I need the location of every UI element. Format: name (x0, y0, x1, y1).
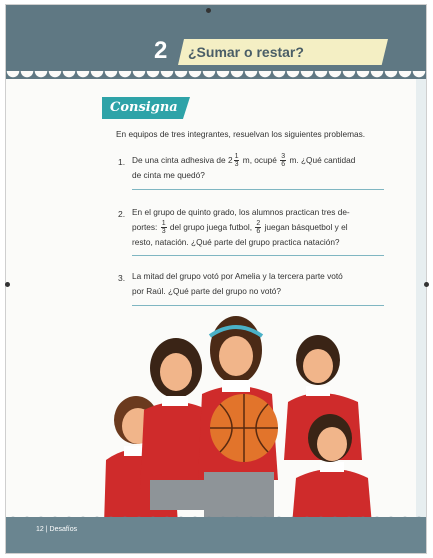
registration-mark-top (206, 8, 211, 13)
basketball (210, 394, 278, 462)
registration-mark-left (5, 282, 10, 287)
book-page (5, 4, 427, 554)
page-footer: 12 | Desafíos (36, 526, 78, 533)
fraction-1-3: $\frac{1}{3}$ (161, 220, 166, 236)
page-edge-strip (416, 5, 426, 553)
answer-line-3 (132, 305, 384, 306)
fraction-2-6: $\frac{2}{6}$ (256, 220, 261, 236)
problem-2-text: En el grupo de quinto grado, los alumnos practican tres de- portes: $\frac{1}{3}$ del grupo juega futbol, $\frac{2}{6}$ juegan básquetbol y el resto, natación. ¿Qué parte del grupo practica natación? (132, 207, 350, 248)
problem-1-text: De una cinta adhesiva de 2 $\frac{1}{3}$ m, ocupé $\frac{3}{6}$ m. ¿Qué cantidad de cinta me quedó? (132, 153, 356, 181)
problem-1-number: 1. (118, 157, 126, 167)
students-basketball-illustration (96, 310, 416, 525)
lesson-title: ¿Sumar o restar? (188, 44, 304, 60)
problem-3-text: La mitad del grupo votó por Amelia y la tercera parte votó por Raúl. ¿Qué parte del grupo no votó? (132, 271, 343, 296)
header-scalloped-edge (6, 71, 426, 85)
instructions-text: En equipos de tres integrantes, resuelvan los siguientes problemas. (116, 129, 366, 139)
footer-band (6, 517, 426, 553)
lesson-number: 2 (154, 37, 168, 64)
problem-3-number: 3. (118, 273, 126, 283)
consigna-label: Consigna (110, 100, 178, 115)
section-name: Desafíos (49, 526, 78, 533)
answer-line-1 (132, 189, 384, 190)
page-number: 12 (36, 526, 44, 533)
fraction-3-6: $\frac{3}{6}$ (281, 153, 286, 169)
problem-2-number: 2. (118, 209, 126, 219)
registration-mark-right (424, 282, 429, 287)
answer-line-2 (132, 255, 384, 256)
fraction-1-3: $\frac{1}{3}$ (234, 153, 239, 169)
